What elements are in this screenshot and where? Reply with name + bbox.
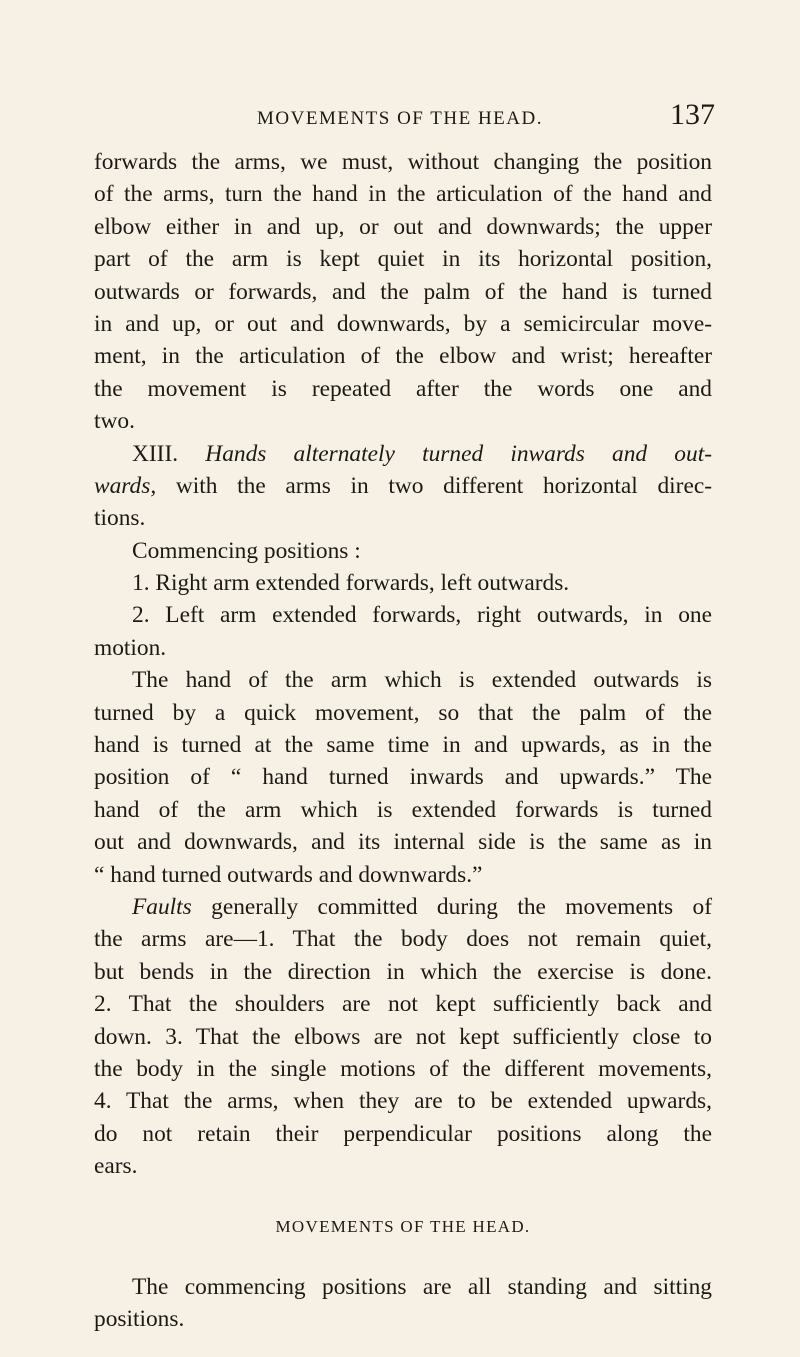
text-line: 2. Left arm extended forwards, right outwards, in one [132, 602, 712, 629]
text-line: out and downwards, and its internal side is the same as in [94, 829, 712, 856]
text-line: “ hand turned outwards and downwards.” [94, 861, 483, 888]
exercise-heading-line [94, 438, 712, 470]
text-line: part of the arm is kept quiet in its horizontal position, [94, 246, 712, 273]
text-line: hand of the arm which is extended forwards is turned [94, 796, 712, 823]
text-line: but bends in the direction in which the exercise is done. [94, 958, 712, 985]
text-line: Commencing positions : [132, 537, 361, 564]
exercise-number: XIII. [132, 440, 179, 467]
text-line: positions. [94, 1305, 185, 1332]
running-title: MOVEMENTS OF THE HEAD. [257, 108, 543, 129]
text-line: ears. [94, 1153, 138, 1180]
text-line: in and up, or out and downwards, by a semicircular move- [94, 310, 712, 337]
text-line: the arms are—1. That the body does not remain quiet, [94, 926, 712, 953]
text-line: The hand of the arm which is extended outwards is [132, 667, 712, 694]
text-line: the body in the single motions of the different movements, [94, 1055, 712, 1082]
text-line: two. [94, 408, 135, 435]
exercise-title: Hands alternately turned inwards and out- [205, 440, 712, 467]
text-line: ment, in the articulation of the elbow and wrist; hereafter [94, 343, 712, 370]
text-line: hand is turned at the same time in and upwards, as in the [94, 732, 712, 759]
text-line: tions. [94, 505, 146, 532]
text-line: outwards or forwards, and the palm of the hand is turned [94, 278, 712, 305]
text-line: of the arms, turn the hand in the articulation of the hand and [94, 181, 712, 208]
text-line: motion. [94, 634, 167, 661]
text-line: elbow either in and up, or out and downwards; the upper [94, 213, 712, 240]
text-line [94, 891, 712, 923]
section-heading: MOVEMENTS OF THE HEAD. [275, 1216, 531, 1236]
text-line: 2. That the shoulders are not kept sufficiently back and [94, 991, 712, 1018]
text-line: the movement is repeated after the words one and [94, 375, 712, 402]
text-line: The commencing positions are all standing and sitting [132, 1273, 712, 1300]
text-line: turned by a quick movement, so that the palm of the [94, 699, 712, 726]
text-line: 4. That the arms, when they are to be extended upwards, [94, 1088, 712, 1115]
text-line: down. 3. That the elbows are not kept sufficiently close to [94, 1023, 712, 1050]
text-line: forwards the arms, we must, without changing the position [94, 149, 712, 175]
text-run: with the arms in two different horizontal direc- [156, 472, 712, 499]
page-number: 137 [670, 98, 715, 131]
text-line: position of “ hand turned inwards and upwards.” The [94, 764, 712, 791]
exercise-title-cont: wards, [94, 472, 157, 499]
body-text [94, 146, 712, 1335]
faults-label: Faults [132, 893, 192, 920]
running-head [0, 98, 800, 134]
text-line [94, 470, 712, 502]
text-line: do not retain their perpendicular positions along the [94, 1120, 712, 1147]
text-line: 1. Right arm extended forwards, left outwards. [132, 570, 570, 597]
text-run: generally committed during the movements of [191, 893, 712, 920]
